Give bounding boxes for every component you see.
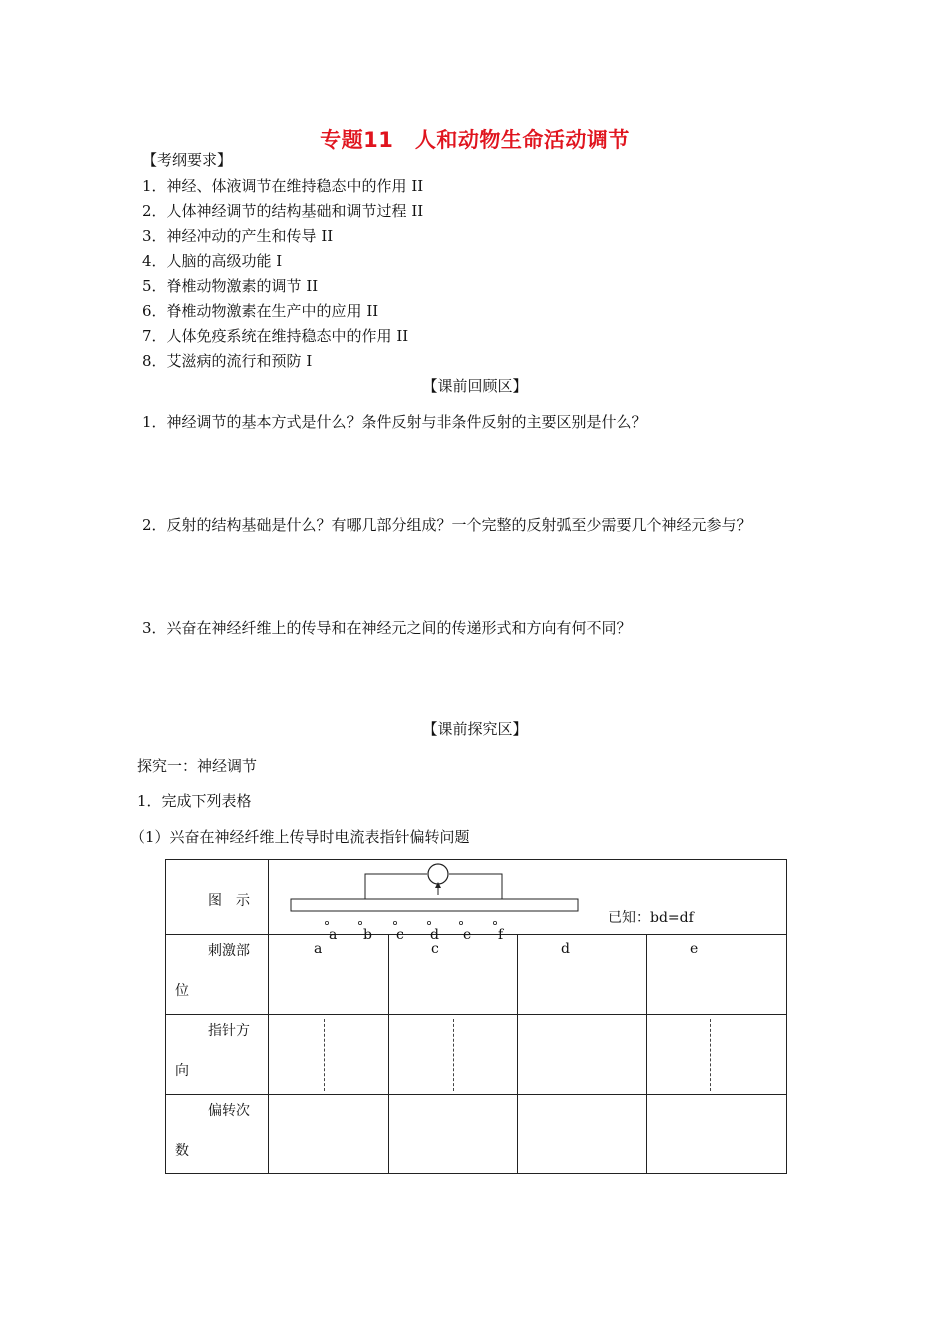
point-marker [358,921,361,924]
syllabus-item: 8．艾滋病的流行和预防 I [142,352,313,370]
review-question: 1．神经调节的基本方式是什么？条件反射与非条件反射的主要区别是什么？ [142,413,647,431]
syllabus-item: 1．神经、体液调节在维持稳态中的作用 II [142,177,424,195]
answer-cell[interactable] [647,1015,787,1095]
nerve-fiber [291,899,578,911]
point-marker [493,921,496,924]
page-title: 专题11 人和动物生命活动调节 [320,128,630,152]
point-label-b: b [363,927,372,943]
answer-cell[interactable] [647,1095,787,1174]
answer-cell[interactable] [389,1015,518,1095]
point-label-d: d [430,927,439,943]
answer-cell[interactable] [389,1095,518,1174]
row-label-deflection-count: 偏转次 数 [166,1095,269,1174]
answer-cell[interactable] [269,1015,389,1095]
table-row [166,935,787,1015]
pointer-axis-dashed-line [710,1019,711,1091]
explore-heading: 【课前探究区】 [422,720,528,738]
review-heading: 【课前回顾区】 [422,377,528,395]
point-label-f: f [498,927,504,943]
electrode-points [325,921,496,924]
stim-site-cell: c [389,935,518,1015]
pointer-deflection-table [165,859,787,1174]
row-label-pointer-direction: 指针方 向 [166,1015,269,1095]
table-row [166,1015,787,1095]
answer-cell[interactable] [269,1095,389,1174]
explore-task: 1．完成下列表格 [137,792,252,810]
table-row [166,1095,787,1174]
diagram-cell [269,860,787,943]
stim-site-cell: a [269,935,389,1015]
ammeter-icon [428,864,448,884]
table-row [166,860,787,935]
review-question: 2．反射的结构基础是什么？有哪几部分组成？一个完整的反射弧至少需要几个神经元参与？ [142,516,752,534]
point-label-e: e [463,927,472,943]
row-label-stimulus-site: 刺激部 位 [166,935,269,1015]
point-label-c: c [396,927,404,943]
ammeter-wire [449,874,502,899]
answer-cell[interactable] [518,1015,647,1095]
point-marker [427,921,430,924]
review-question: 3．兴奋在神经纤维上的传导和在神经元之间的传递形式和方向有何不同？ [142,619,632,637]
row-label-figure: 图 示 [166,860,269,935]
point-label-a: a [329,927,338,943]
ammeter-wire [365,874,427,899]
syllabus-item: 7．人体免疫系统在维持稳态中的作用 II [142,327,409,345]
point-marker [459,921,462,924]
pointer-axis-dashed-line [324,1019,325,1091]
syllabus-item: 4．人脑的高级功能 I [142,252,283,270]
stim-site-cell: d [518,935,647,1015]
syllabus-heading: 【考纲要求】 [142,151,233,169]
explore-section-title: 探究一：神经调节 [137,757,258,775]
syllabus-item: 2．人体神经调节的结构基础和调节过程 II [142,202,424,220]
syllabus-item: 3．神经冲动的产生和传导 II [142,227,334,245]
nerve-fiber-diagram [269,860,789,935]
answer-cell[interactable] [518,1095,647,1174]
syllabus-item: 5．脊椎动物激素的调节 II [142,277,319,295]
syllabus-item: 6．脊椎动物激素在生产中的应用 II [142,302,379,320]
point-marker [325,921,328,924]
pointer-axis-dashed-line [453,1019,454,1091]
known-condition: 已知：bd=df [608,910,694,926]
stim-site-cell: e [647,935,787,1015]
explore-subtask: （1）兴奋在神经纤维上传导时电流表指针偏转问题 [130,828,470,846]
point-marker [393,921,396,924]
